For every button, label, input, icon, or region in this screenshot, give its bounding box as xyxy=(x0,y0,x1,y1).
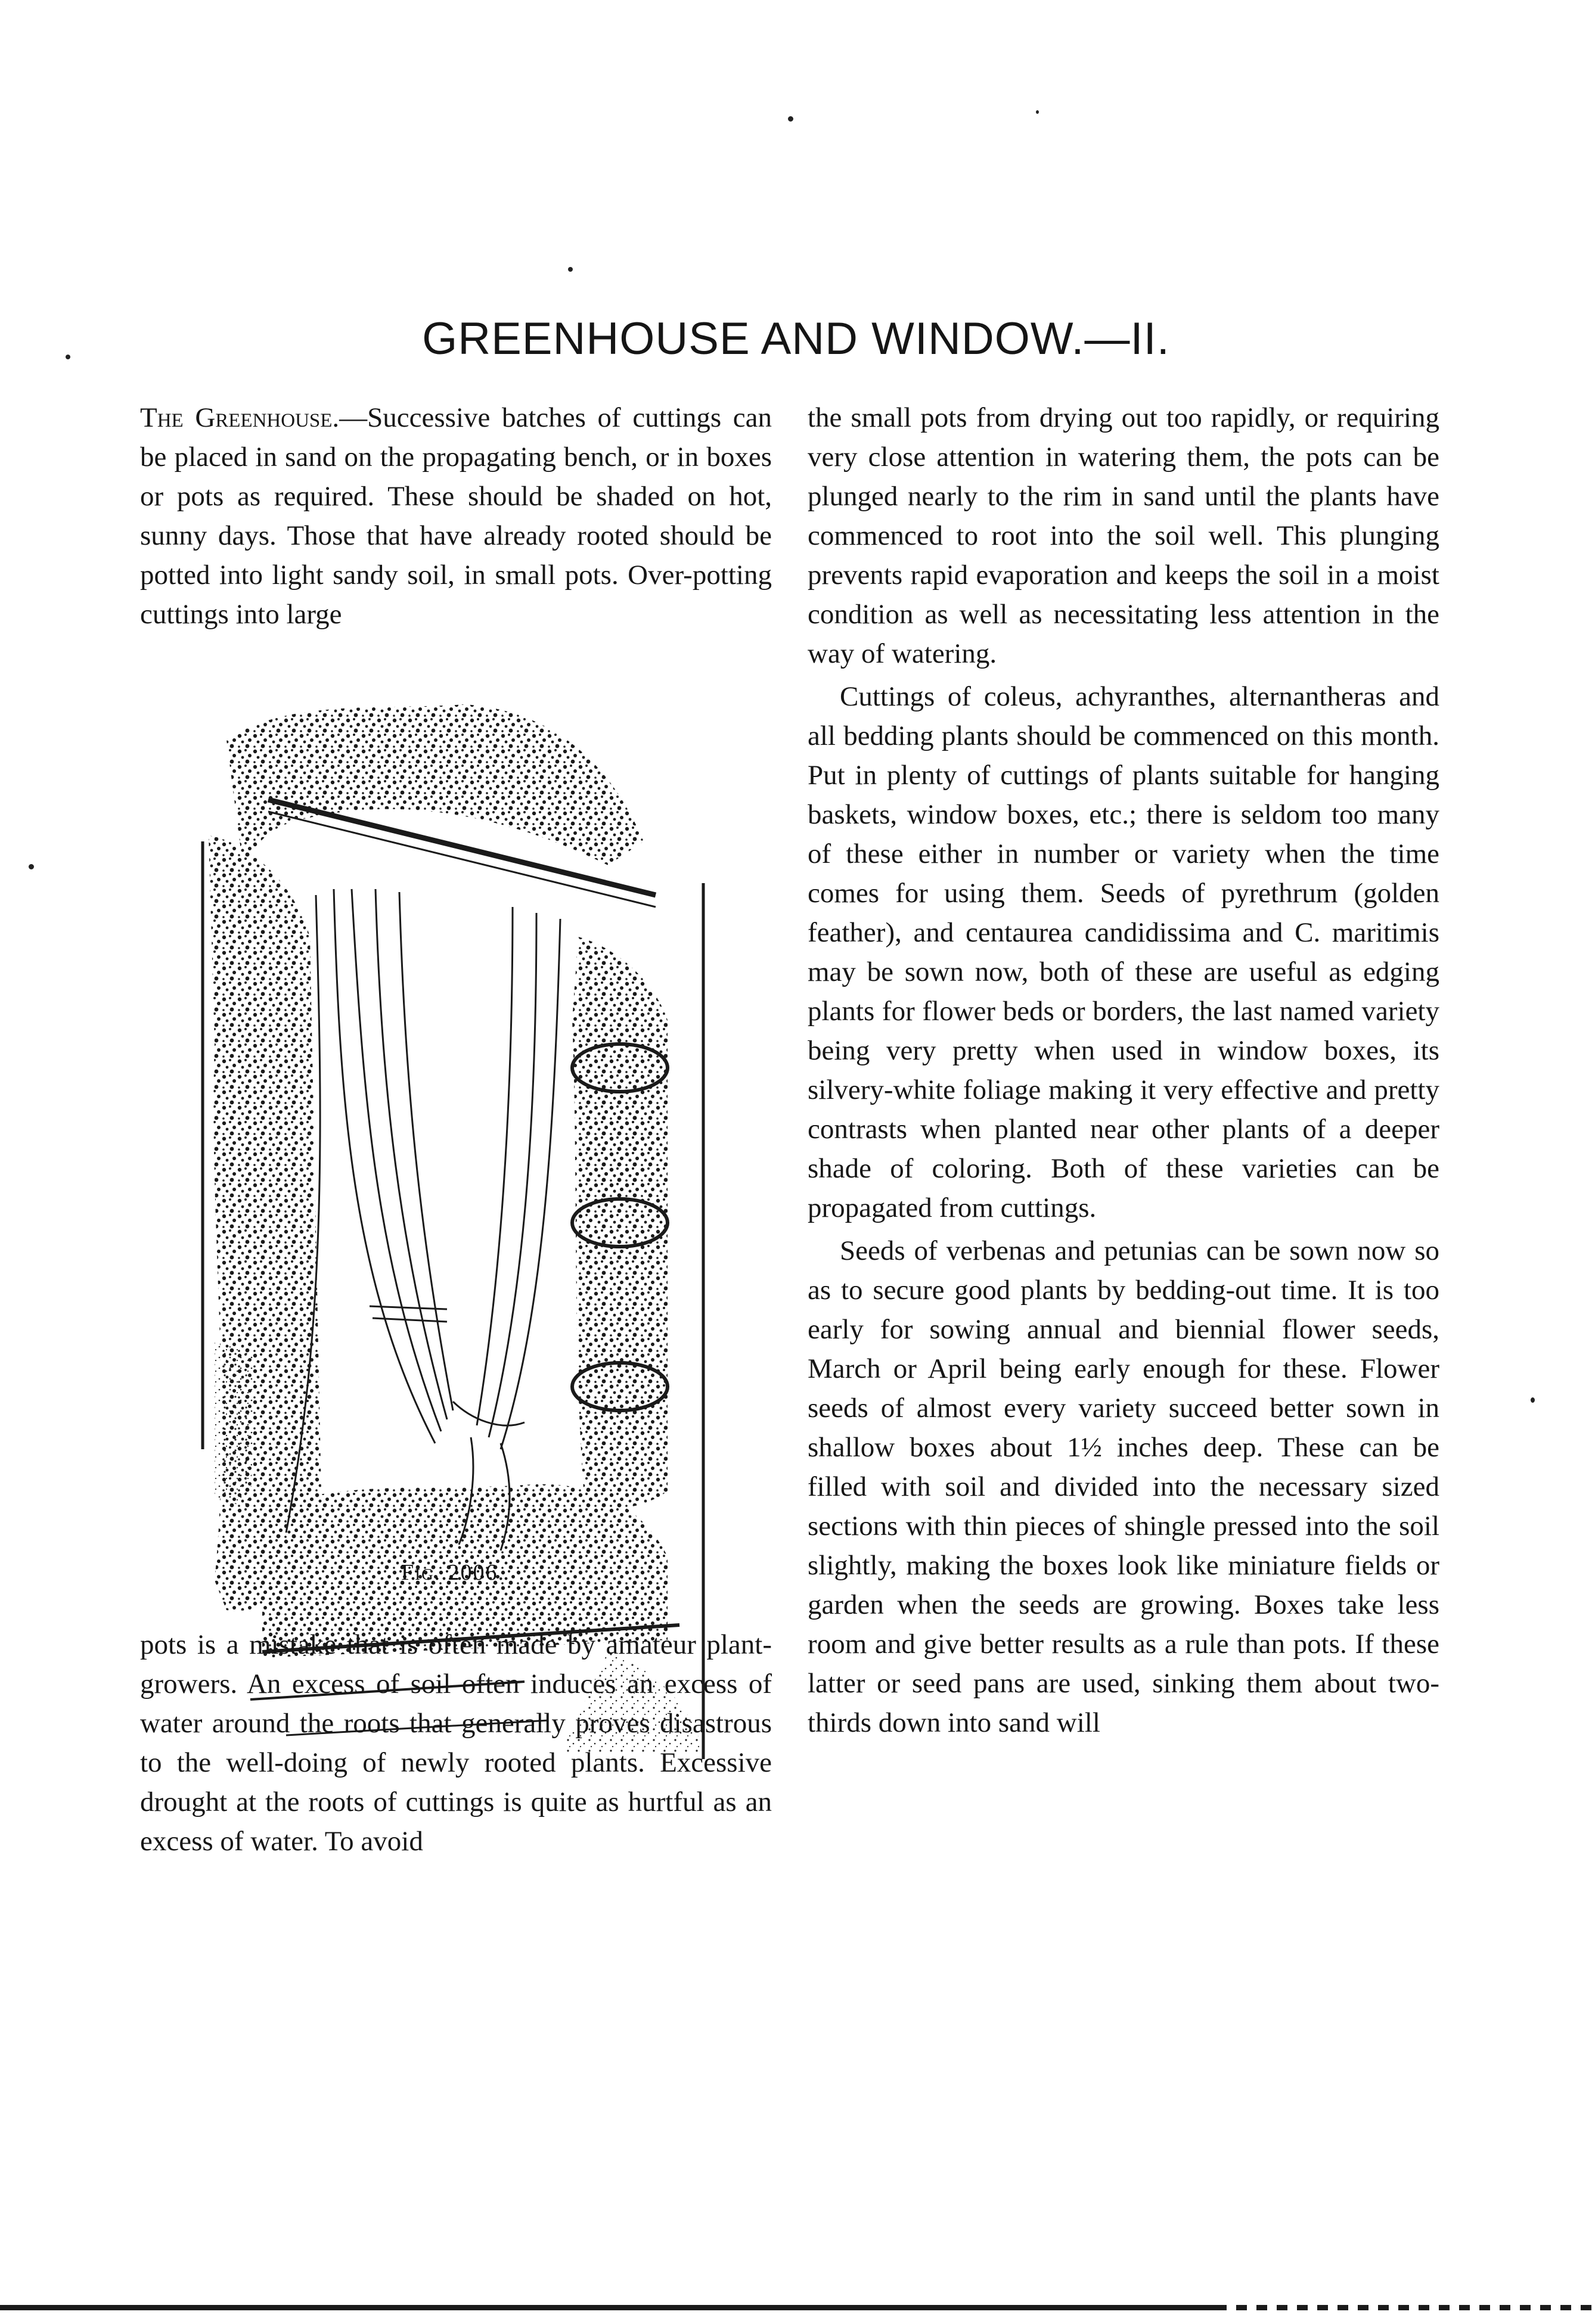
right-column xyxy=(808,398,1439,1742)
paragraph-3: Seeds of verbenas and petunias can be sown now so as to secure good plants by bedding-out time. It is too early for sowing annual and biennial flower seeds, March or April being early enough for these. Flower seeds of almost every variety succeed better sown in shallow boxes about 1½ inches deep. These can be filled with soil and divided into the necessary sized sections with thin pieces of shingle pressed into the soil slightly, making the boxes look like miniature fields or garden when the seeds are growing. Boxes take less room and give better results as a rule than pots. If these latter or seed pans are used, sinking them about two-thirds down into sand will xyxy=(808,1235,1439,1738)
bottom-rule-broken-end xyxy=(1216,2305,1592,2310)
scan-speck xyxy=(568,267,573,272)
continued-paragraph: pots is a mistake that is often made by amateur plant-growers. An excess of soil often induces an excess of water around the roots that generally proves disastrous to the well-doing of newly rooted plants. Excessive drought at the roots of cuttings is quite as hurtful as an excess of water. To avoid xyxy=(140,1629,772,1857)
scan-speck xyxy=(29,864,34,869)
scan-speck xyxy=(1531,1397,1535,1403)
page-title: GREENHOUSE AND WINDOW.—II. xyxy=(422,313,1170,364)
intro-paragraph: —Successive batches of cuttings can be placed in sand on the propagating bench, or in boxes or pots as required. These should be shaded on hot, sunny days. Those that have already rooted should be potted into light sandy soil, in small pots. Over-potting cuttings into large xyxy=(140,402,772,630)
paragraph-1: the small pots from drying out too rapidly, or requiring very close attention in watering them, the pots can be plunged nearly to the rim in sand until the plants have commenced to root into the soil well. This plunging prevents rapid evaporation and keeps the soil in a moist condition as well as necessitating less attention in the way of watering. xyxy=(808,402,1439,669)
figure-caption: Fig. 2006. xyxy=(401,1560,505,1585)
left-column-bottom xyxy=(140,1625,772,1861)
left-column-top xyxy=(140,398,772,634)
window-illustration xyxy=(191,686,715,1759)
scan-speck xyxy=(788,116,793,122)
section-label: The Greenhouse. xyxy=(140,402,340,433)
curtains xyxy=(286,889,560,1551)
scan-speck xyxy=(1036,110,1039,114)
paragraph-2: Cuttings of coleus, achyranthes, alternantheras and all bedding plants should be commenced on this month. Put in plenty of cuttings of plants suitable for hanging baskets, window boxes, etc.; there is seldom too many of these either in number or variety when the time comes for using them. Seeds of pyrethrum (golden feather), and centaurea candidissima and C. maritimis may be sown now, both of these are useful as edging plants for flower beds or borders, the last named variety being very pretty when used in window boxes, its silvery-white foliage making it very effective and pretty contrasts when planted near other plants of a deeper shade of coloring. Both of these varieties can be propagated from cuttings. xyxy=(808,681,1439,1223)
hanging-plants xyxy=(572,937,668,1508)
